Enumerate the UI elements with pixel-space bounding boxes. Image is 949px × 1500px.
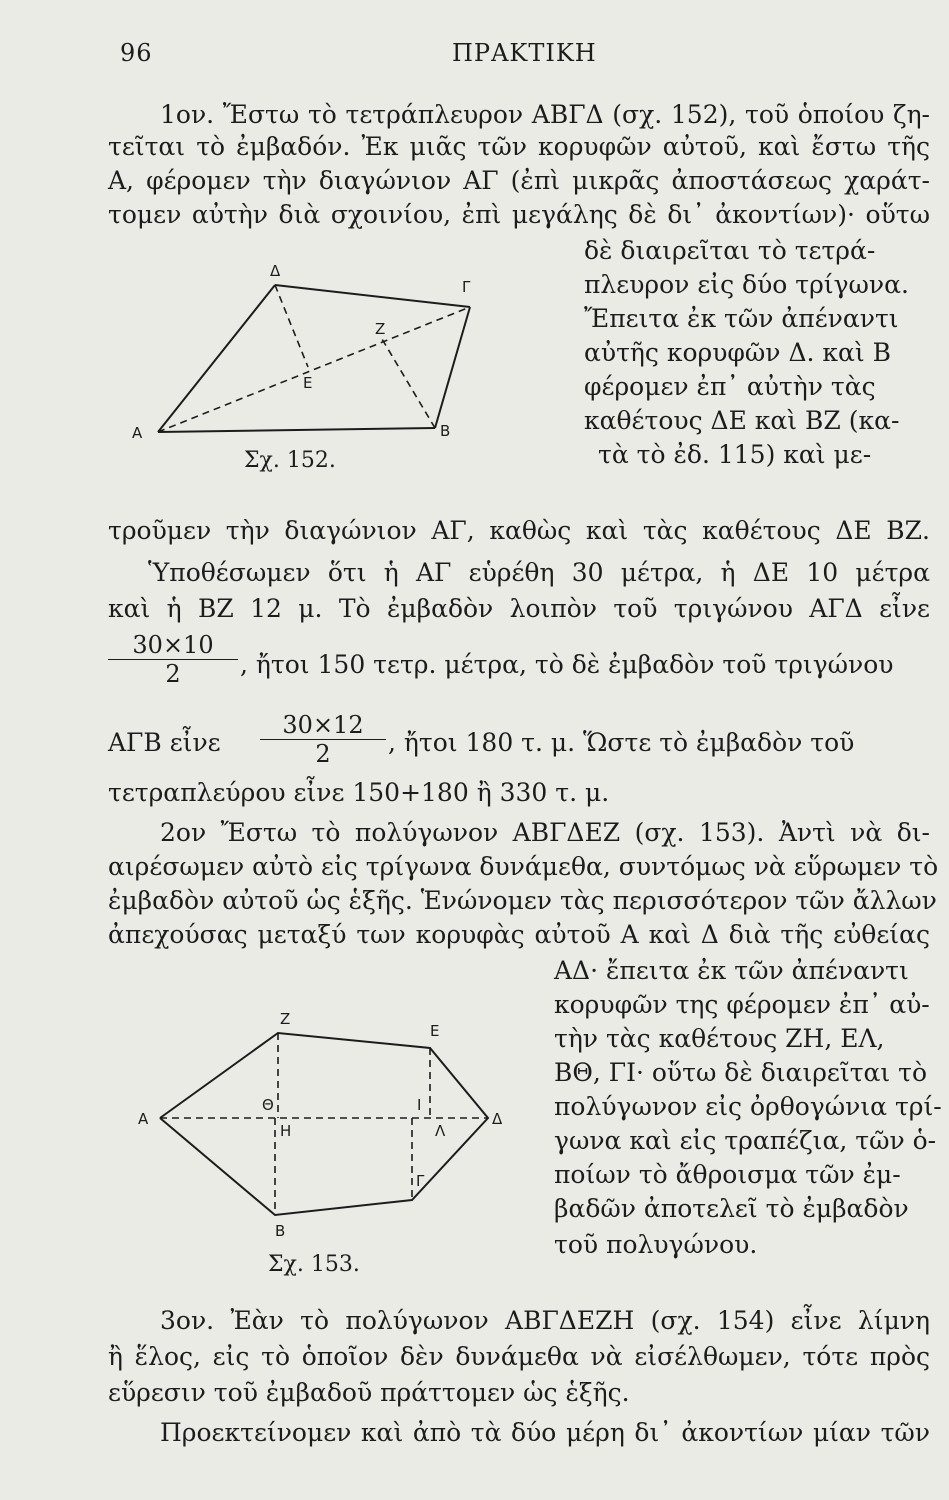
text-line: ἢ ἕλος, εἰς τὸ ὁποῖον δὲν δυνάμεθα νὰ εἰσέλθωμεν, τότε πρὸς [108,1342,930,1371]
text-line: βαδῶν ἀποτελεῖ τὸ ἐμβαδὸν [554,1194,909,1223]
label-E: Ε [430,1022,440,1040]
page-number: 96 [120,39,153,67]
label-B: Β [275,1222,286,1240]
label-A: Α [138,1110,149,1128]
text-line: πολύγωνον εἰς ὀρθογώνια τρί- [554,1092,942,1121]
running-title: ΠΡΑΚΤΙΚΗ [452,39,597,67]
label-Th: Θ [262,1096,274,1114]
fraction-2-numerator: 30×12 [282,711,364,739]
label-Z: Ζ [375,320,386,338]
text-line: , ἤτοι 180 τ. μ. Ὥστε τὸ ἐμβαδὸν τοῦ [388,728,855,757]
fraction-2-denominator: 2 [315,740,331,768]
text-line: γωνα καὶ εἰς τραπέζια, τῶν ὁ- [554,1126,937,1155]
figure-153-caption: Σχ. 153. [268,1252,360,1277]
text-line: κορυφῶν της φέρομεν ἐπ᾽ αὐ- [554,990,930,1019]
label-G: Γ [416,1172,425,1190]
text-line: τὴν τὰς καθέτους ΖΗ, ΕΛ, [554,1024,885,1053]
label-H: Η [280,1122,292,1140]
figure-152 [120,250,480,440]
text-line: καὶ ἡ ΒΖ 12 μ. Τὸ ἐμβαδὸν λοιπὸν τοῦ τριγώνου ΑΓΔ εἶνε [108,594,930,623]
label-I: Ι [417,1096,422,1114]
label-D: Δ [270,262,281,280]
text-line: αὐτῆς κορυφῶν Δ. καὶ Β [584,338,892,367]
text-line: Ἔπειτα ἐκ τῶν ἀπέναντι [584,304,899,333]
label-G: Γ [462,278,471,296]
text-line: τεῖται τὸ ἐμβαδόν. Ἐκ μιᾶς τῶν κορυφῶν αὐτοῦ, καὶ ἔστω τῆς [108,132,930,161]
text-line: καθέτους ΔΕ καὶ ΒΖ (κα- [584,406,900,435]
text-line: ἐμβαδὸν αὐτοῦ ὡς ἑξῆς. Ἑνώνομεν τὰς περισσότερον τῶν ἄλλων [108,886,937,915]
text-line: αιρέσωμεν αὐτὸ εἰς τρίγωνα δυνάμεθα, συντόμως νὰ εὕρωμεν τὸ [108,852,939,881]
text-line: Α, φέρομεν τὴν διαγώνιον ΑΓ (ἐπὶ μικρᾶς ἀποστάσεως χαράτ- [108,166,930,195]
fraction-1 [108,632,238,687]
text-line: ΒΘ, ΓΙ· οὕτω δὲ διαιρεῖται τὸ [554,1058,928,1087]
fraction-1-numerator: 30×10 [132,631,214,659]
side-GB [435,307,470,428]
text-line: φέρομεν ἐπ᾽ αὐτὴν τὰς [584,372,876,401]
perpendicular-BZ [382,339,435,428]
label-B: Β [440,422,451,440]
text-line: τοῦ πολυγώνου. [554,1230,758,1259]
text-line: τομεν αὐτὴν διὰ σχοινίου, ἐπὶ μεγάλης δὲ δι᾽ ἀκοντίων)· οὕτω [108,200,930,229]
text-line: 2ον Ἔστω τὸ πολύγωνον ΑΒΓΔΕΖ (σχ. 153). Ἀντὶ νὰ δι- [160,818,930,847]
text-line: Ὑποθέσωμεν ὅτι ἡ ΑΓ εὑρέθη 30 μέτρα, ἡ ΔΕ 10 μέτρα [148,558,930,587]
text-line: τροῦμεν τὴν διαγώνιον ΑΓ, καθὼς καὶ τὰς καθέτους ΔΕ ΒΖ. [108,516,930,545]
perpendicular-DE [275,285,308,367]
label-L: Λ [435,1122,446,1140]
label-Z: Ζ [280,1010,291,1028]
text-line: 3ον. Ἐὰν τὸ πολύγωνον ΑΒΓΔΕΖΗ (σχ. 154) εἶνε λίμνη [160,1306,930,1335]
side-AD [158,285,275,432]
side-AB [158,428,435,432]
text-line: τετραπλεύρου εἶνε 150+180 ἢ 330 τ. μ. [108,778,610,807]
text-line: 1ον. Ἔστω τὸ τετράπλευρον ΑΒΓΔ (σχ. 152), τοῦ ὁποίου ζη- [160,100,930,129]
text-line: ΑΔ· ἔπειτα ἐκ τῶν ἀπέναντι [554,956,909,985]
fraction-2 [260,712,386,767]
label-A: Α [132,424,143,442]
figure-153 [130,1000,510,1240]
text-line: τὰ τὸ ἐδ. 115) καὶ με- [598,440,872,469]
text-line: ἀπεχούσας μεταξύ των κορυφὰς αὐτοῦ Α καὶ Δ διὰ τῆς εὐθείας [108,920,930,949]
text-line: ΑΓΒ εἶνε [108,728,221,757]
label-D: Δ [492,1110,503,1128]
text-line: ποίων τὸ ἄθροισμα τῶν ἐμ- [554,1160,901,1189]
side-DG [275,285,470,307]
text-line: πλευρον εἰς δύο τρίγωνα. [584,270,909,299]
text-line: εὕρεσιν τοῦ ἐμβαδοῦ πράττομεν ὡς ἑξῆς. [108,1378,630,1407]
text-line: δὲ διαιρεῖται τὸ τετρά- [584,236,876,265]
text-line: , ἤτοι 150 τετρ. μέτρα, τὸ δὲ ἐμβαδὸν τοῦ τριγώνου [240,650,894,679]
text-line: Προεκτείνομεν καὶ ἀπὸ τὰ δύο μέρη δι᾽ ἀκοντίων μίαν τῶν [160,1418,930,1447]
label-E: Ε [303,374,313,392]
diagonal-AG [158,307,470,432]
figure-152-caption: Σχ. 152. [244,448,336,473]
fraction-1-denominator: 2 [165,660,181,688]
